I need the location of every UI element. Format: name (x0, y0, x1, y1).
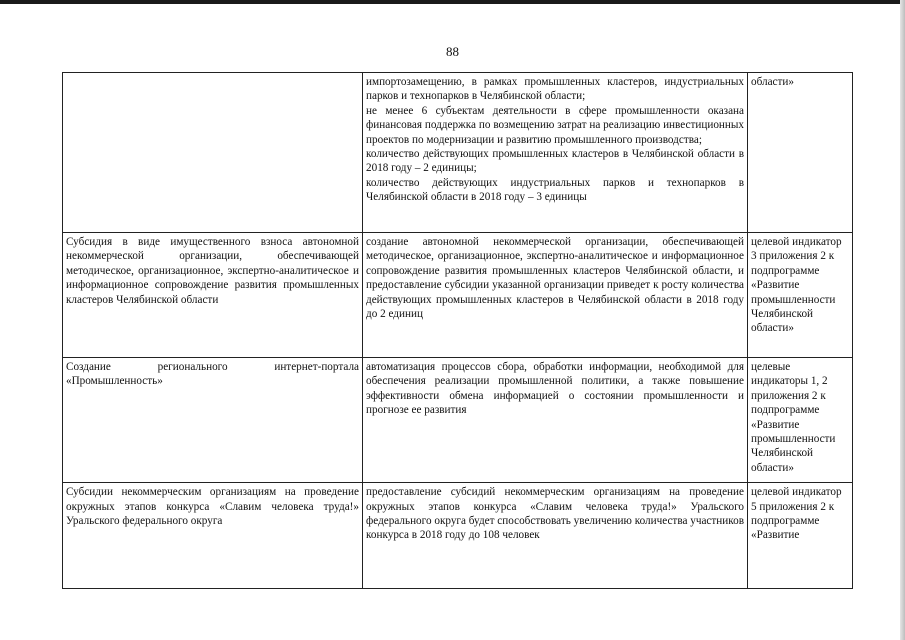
result-line: не менее 6 субъектам деятельности в сфере промышленности оказана финансовая поддержка по возмещению затрат на реализацию инвестиционных проектов по модернизации и развитию промышленного производства; (366, 104, 744, 146)
page-number: 88 (446, 44, 459, 59)
result-line: количество действующих промышленных кластеров в Челябинской области в 2018 году – 2 единицы; (366, 148, 744, 175)
result-cell (363, 73, 748, 233)
indicator-cell: целевой индикатор 3 приложения 2 к подпрограмме «Развитие промышленности Челябинской области» (748, 233, 853, 358)
activity-cell (63, 73, 363, 233)
activity-cell: Субсидия в виде имущественного взноса автономной некоммерческой организации, обеспечивающей методическое, организационное, экспертно-аналитическое и информационное сопровождение развития промышленных кластеров Челябинской области (63, 233, 363, 358)
table-row (63, 483, 853, 589)
indicator-cell: целевые индикаторы 1, 2 приложения 2 к подпрограмме «Развитие промышленности Челябинской области» (748, 358, 853, 483)
result-cell (363, 233, 748, 358)
result-line: импортозамещению, в рамках промышленных кластеров, индустриальных парков и технопарков в Челябинской области; (366, 76, 744, 103)
table-row (63, 358, 853, 483)
indicator-cell: целевой индикатор 5 приложения 2 к подпрограмме «Развитие (748, 483, 853, 589)
scan-edge-right (900, 0, 905, 640)
result-cell (363, 358, 748, 483)
result-line: количество действующих индустриальных парков и технопарков в Челябинской области в 2018 году – 3 единицы (366, 176, 744, 204)
program-measures-table (62, 72, 853, 589)
table-row (63, 73, 853, 233)
result-line: создание автономной некоммерческой организации, обеспечивающей методическое, организационное, экспертно-аналитическое и информационное сопровождение развития промышленных кластеров Челябинской области, и предоставление субсидии указанной организации приведет к росту количества действующих промышленных кластеров в Челябинской области в 2018 году до 2 единиц (366, 236, 744, 321)
result-line: автоматизация процессов сбора, обработки информации, необходимой для обеспечения реализации промышленной политики, а также повышение эффективности обмена информацией о состоянии промышленности и прогнозе ее развития (366, 361, 744, 417)
result-cell (363, 483, 748, 589)
table-row (63, 233, 853, 358)
indicator-cell: области» (748, 73, 853, 233)
result-line: предоставление субсидий некоммерческим организациям на проведение окружных этапов конкурса «Славим человека труда!» Уральского федерального округа будет способствовать увеличению количества участников конкурса в 2018 году до 108 человек (366, 486, 744, 542)
scan-edge-top (0, 0, 905, 4)
activity-cell: Создание регионального интернет-портала «Промышленность» (63, 358, 363, 483)
activity-cell: Субсидии некоммерческим организациям на проведение окружных этапов конкурса «Славим человека труда!» Уральского федерального округа (63, 483, 363, 589)
